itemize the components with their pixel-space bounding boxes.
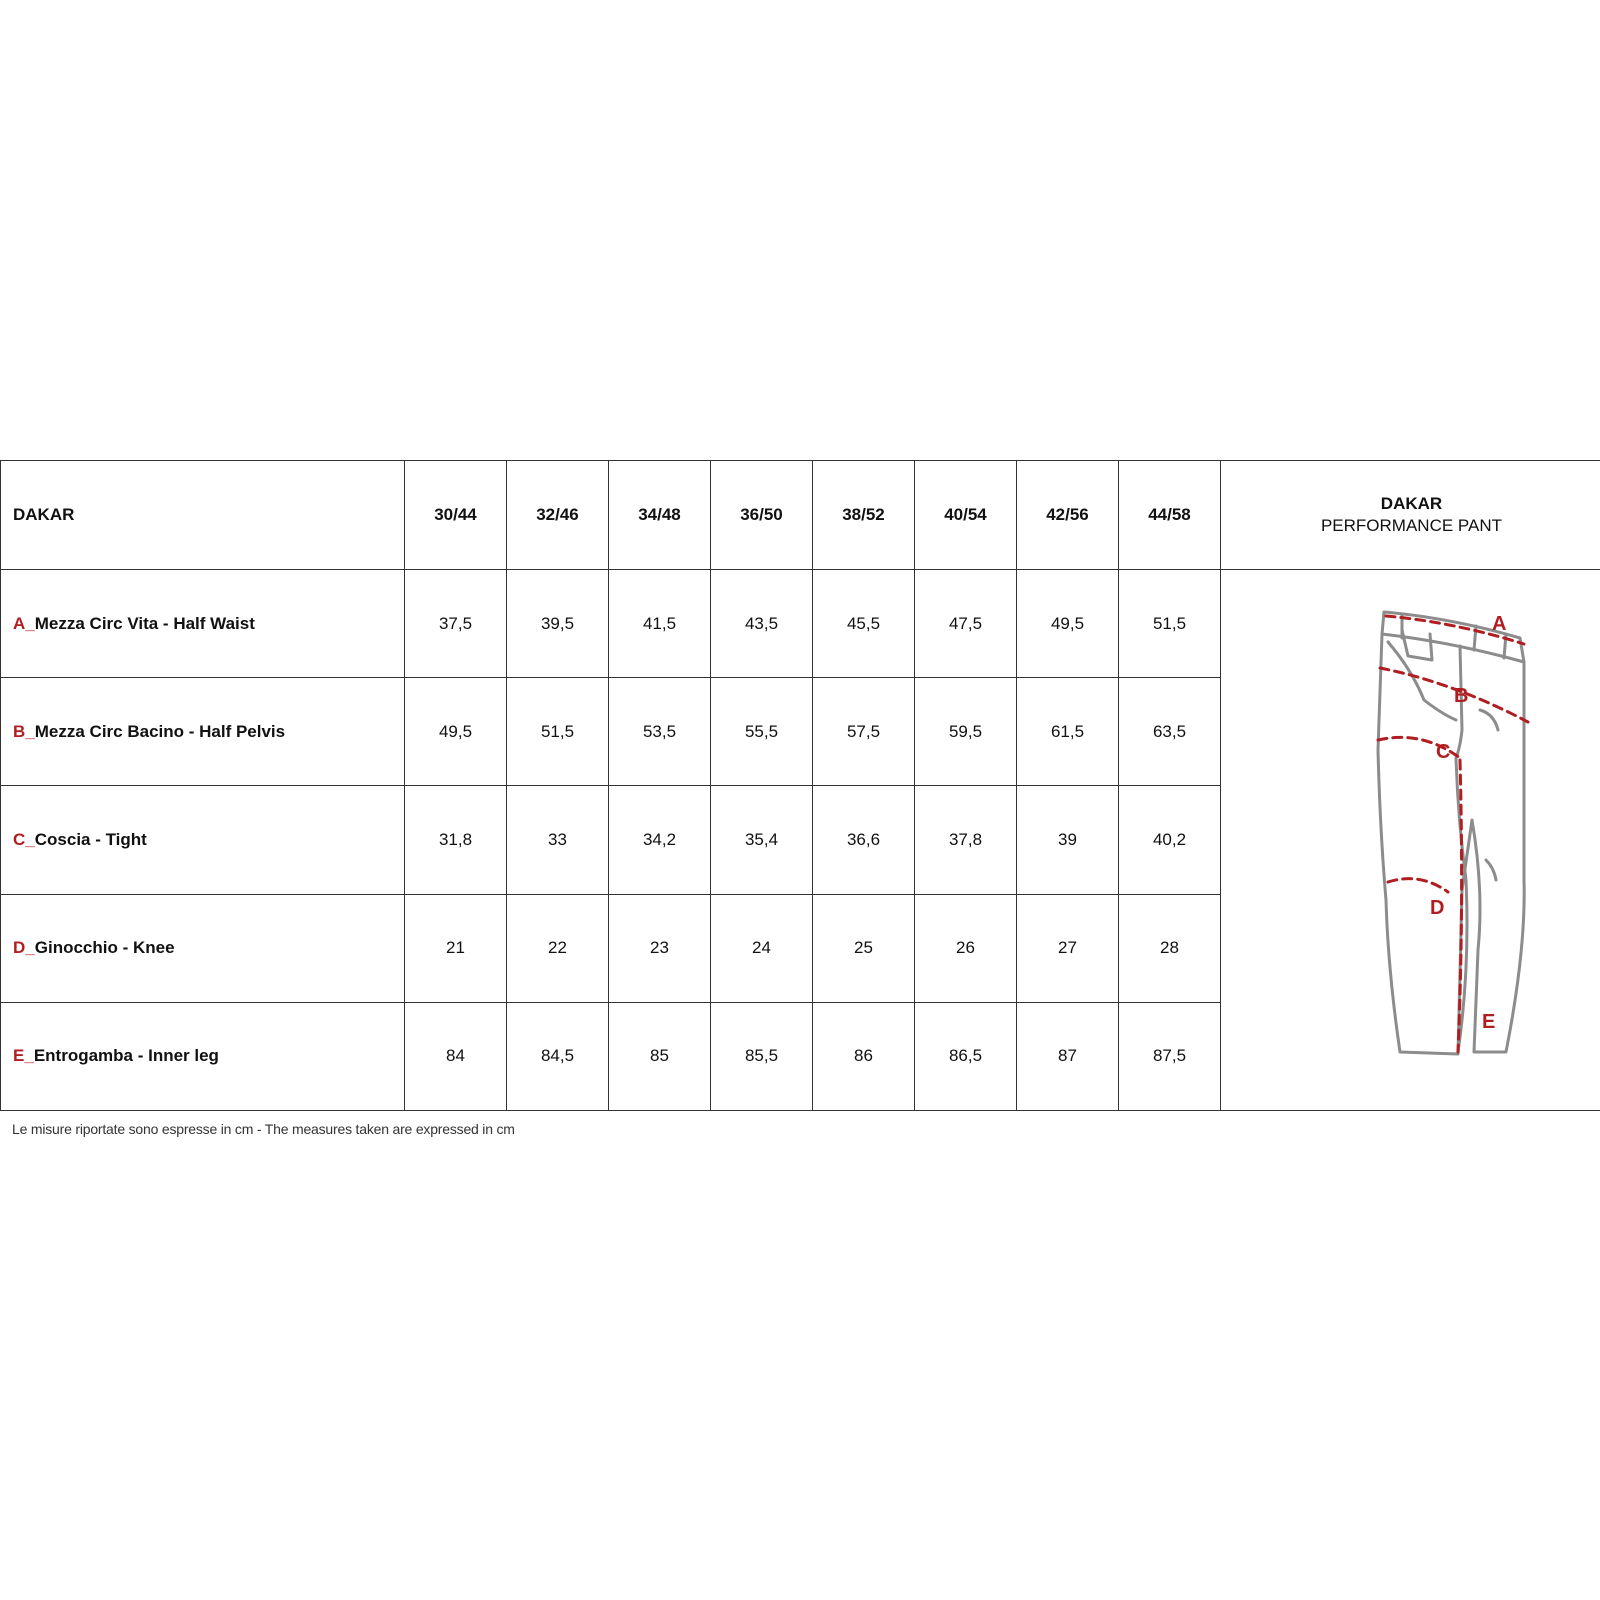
product-subtitle: PERFORMANCE PANT bbox=[1320, 516, 1503, 535]
table-cell: 84,5 bbox=[507, 1002, 609, 1110]
table-cell: 49,5 bbox=[405, 678, 507, 786]
table-cell: 85 bbox=[609, 1002, 711, 1110]
table-cell: 45,5 bbox=[813, 570, 915, 678]
table-cell: 26 bbox=[915, 894, 1017, 1002]
size-header: 36/50 bbox=[711, 461, 813, 570]
marker-d: D bbox=[1429, 897, 1444, 919]
table-cell: 27 bbox=[1017, 894, 1119, 1002]
table-cell: 87,5 bbox=[1119, 1002, 1221, 1110]
table-cell: 35,4 bbox=[711, 786, 813, 894]
size-header: 40/54 bbox=[915, 461, 1017, 570]
table-cell: 39,5 bbox=[507, 570, 609, 678]
header-row bbox=[1, 461, 1600, 570]
table-cell: 86 bbox=[813, 1002, 915, 1110]
product-name: DAKAR bbox=[1380, 494, 1443, 513]
table-cell: 33 bbox=[507, 786, 609, 894]
table-cell: 85,5 bbox=[711, 1002, 813, 1110]
table-cell: 55,5 bbox=[711, 678, 813, 786]
table-cell: 61,5 bbox=[1017, 678, 1119, 786]
table-cell: 87 bbox=[1017, 1002, 1119, 1110]
size-header: 34/48 bbox=[609, 461, 711, 570]
table-cell: 43,5 bbox=[711, 570, 813, 678]
table-cell: 36,6 bbox=[813, 786, 915, 894]
table-cell: 86,5 bbox=[915, 1002, 1017, 1110]
table-cell: 23 bbox=[609, 894, 711, 1002]
table-cell: 53,5 bbox=[609, 678, 711, 786]
table-cell: 84 bbox=[405, 1002, 507, 1110]
measure-label: B_Mezza Circ Bacino - Half Pelvis bbox=[1, 678, 405, 786]
size-header: 44/58 bbox=[1119, 461, 1221, 570]
marker-a: A bbox=[1491, 613, 1506, 635]
measure-label: D_Ginocchio - Knee bbox=[1, 894, 405, 1002]
table-cell: 51,5 bbox=[1119, 570, 1221, 678]
table-cell: 22 bbox=[507, 894, 609, 1002]
marker-b: B bbox=[1453, 685, 1468, 707]
table-cell: 47,5 bbox=[915, 570, 1017, 678]
diagram-cell bbox=[1221, 570, 1600, 1111]
table-cell: 40,2 bbox=[1119, 786, 1221, 894]
measure-label: C_Coscia - Tight bbox=[1, 786, 405, 894]
table-cell: 21 bbox=[405, 894, 507, 1002]
measure-label: E_Entrogamba - Inner leg bbox=[1, 1002, 405, 1110]
size-chart-table bbox=[0, 460, 1600, 1111]
table-cell: 57,5 bbox=[813, 678, 915, 786]
table-cell: 51,5 bbox=[507, 678, 609, 786]
size-header: 32/46 bbox=[507, 461, 609, 570]
table-cell: 41,5 bbox=[609, 570, 711, 678]
table-cell: 49,5 bbox=[1017, 570, 1119, 678]
table-cell: 59,5 bbox=[915, 678, 1017, 786]
size-header: 38/52 bbox=[813, 461, 915, 570]
size-header: 30/44 bbox=[405, 461, 507, 570]
marker-e: E bbox=[1481, 1011, 1495, 1033]
measure-label: A_Mezza Circ Vita - Half Waist bbox=[1, 570, 405, 678]
size-header: 42/56 bbox=[1017, 461, 1119, 570]
table-cell: 31,8 bbox=[405, 786, 507, 894]
table-cell: 63,5 bbox=[1119, 678, 1221, 786]
table-cell: 37,8 bbox=[915, 786, 1017, 894]
table-cell: 34,2 bbox=[609, 786, 711, 894]
units-footnote: Le misure riportate sono espresse in cm - The measures taken are expressed in cm bbox=[12, 1121, 515, 1137]
table-row bbox=[1, 570, 1600, 678]
table-cell: 37,5 bbox=[405, 570, 507, 678]
marker-c: C bbox=[1435, 741, 1450, 763]
brand-header: DAKAR bbox=[1, 461, 405, 570]
pant-diagram-icon bbox=[1262, 590, 1562, 1090]
table-cell: 28 bbox=[1119, 894, 1221, 1002]
table-cell: 39 bbox=[1017, 786, 1119, 894]
table-cell: 25 bbox=[813, 894, 915, 1002]
product-header bbox=[1221, 461, 1600, 570]
table-cell: 24 bbox=[711, 894, 813, 1002]
